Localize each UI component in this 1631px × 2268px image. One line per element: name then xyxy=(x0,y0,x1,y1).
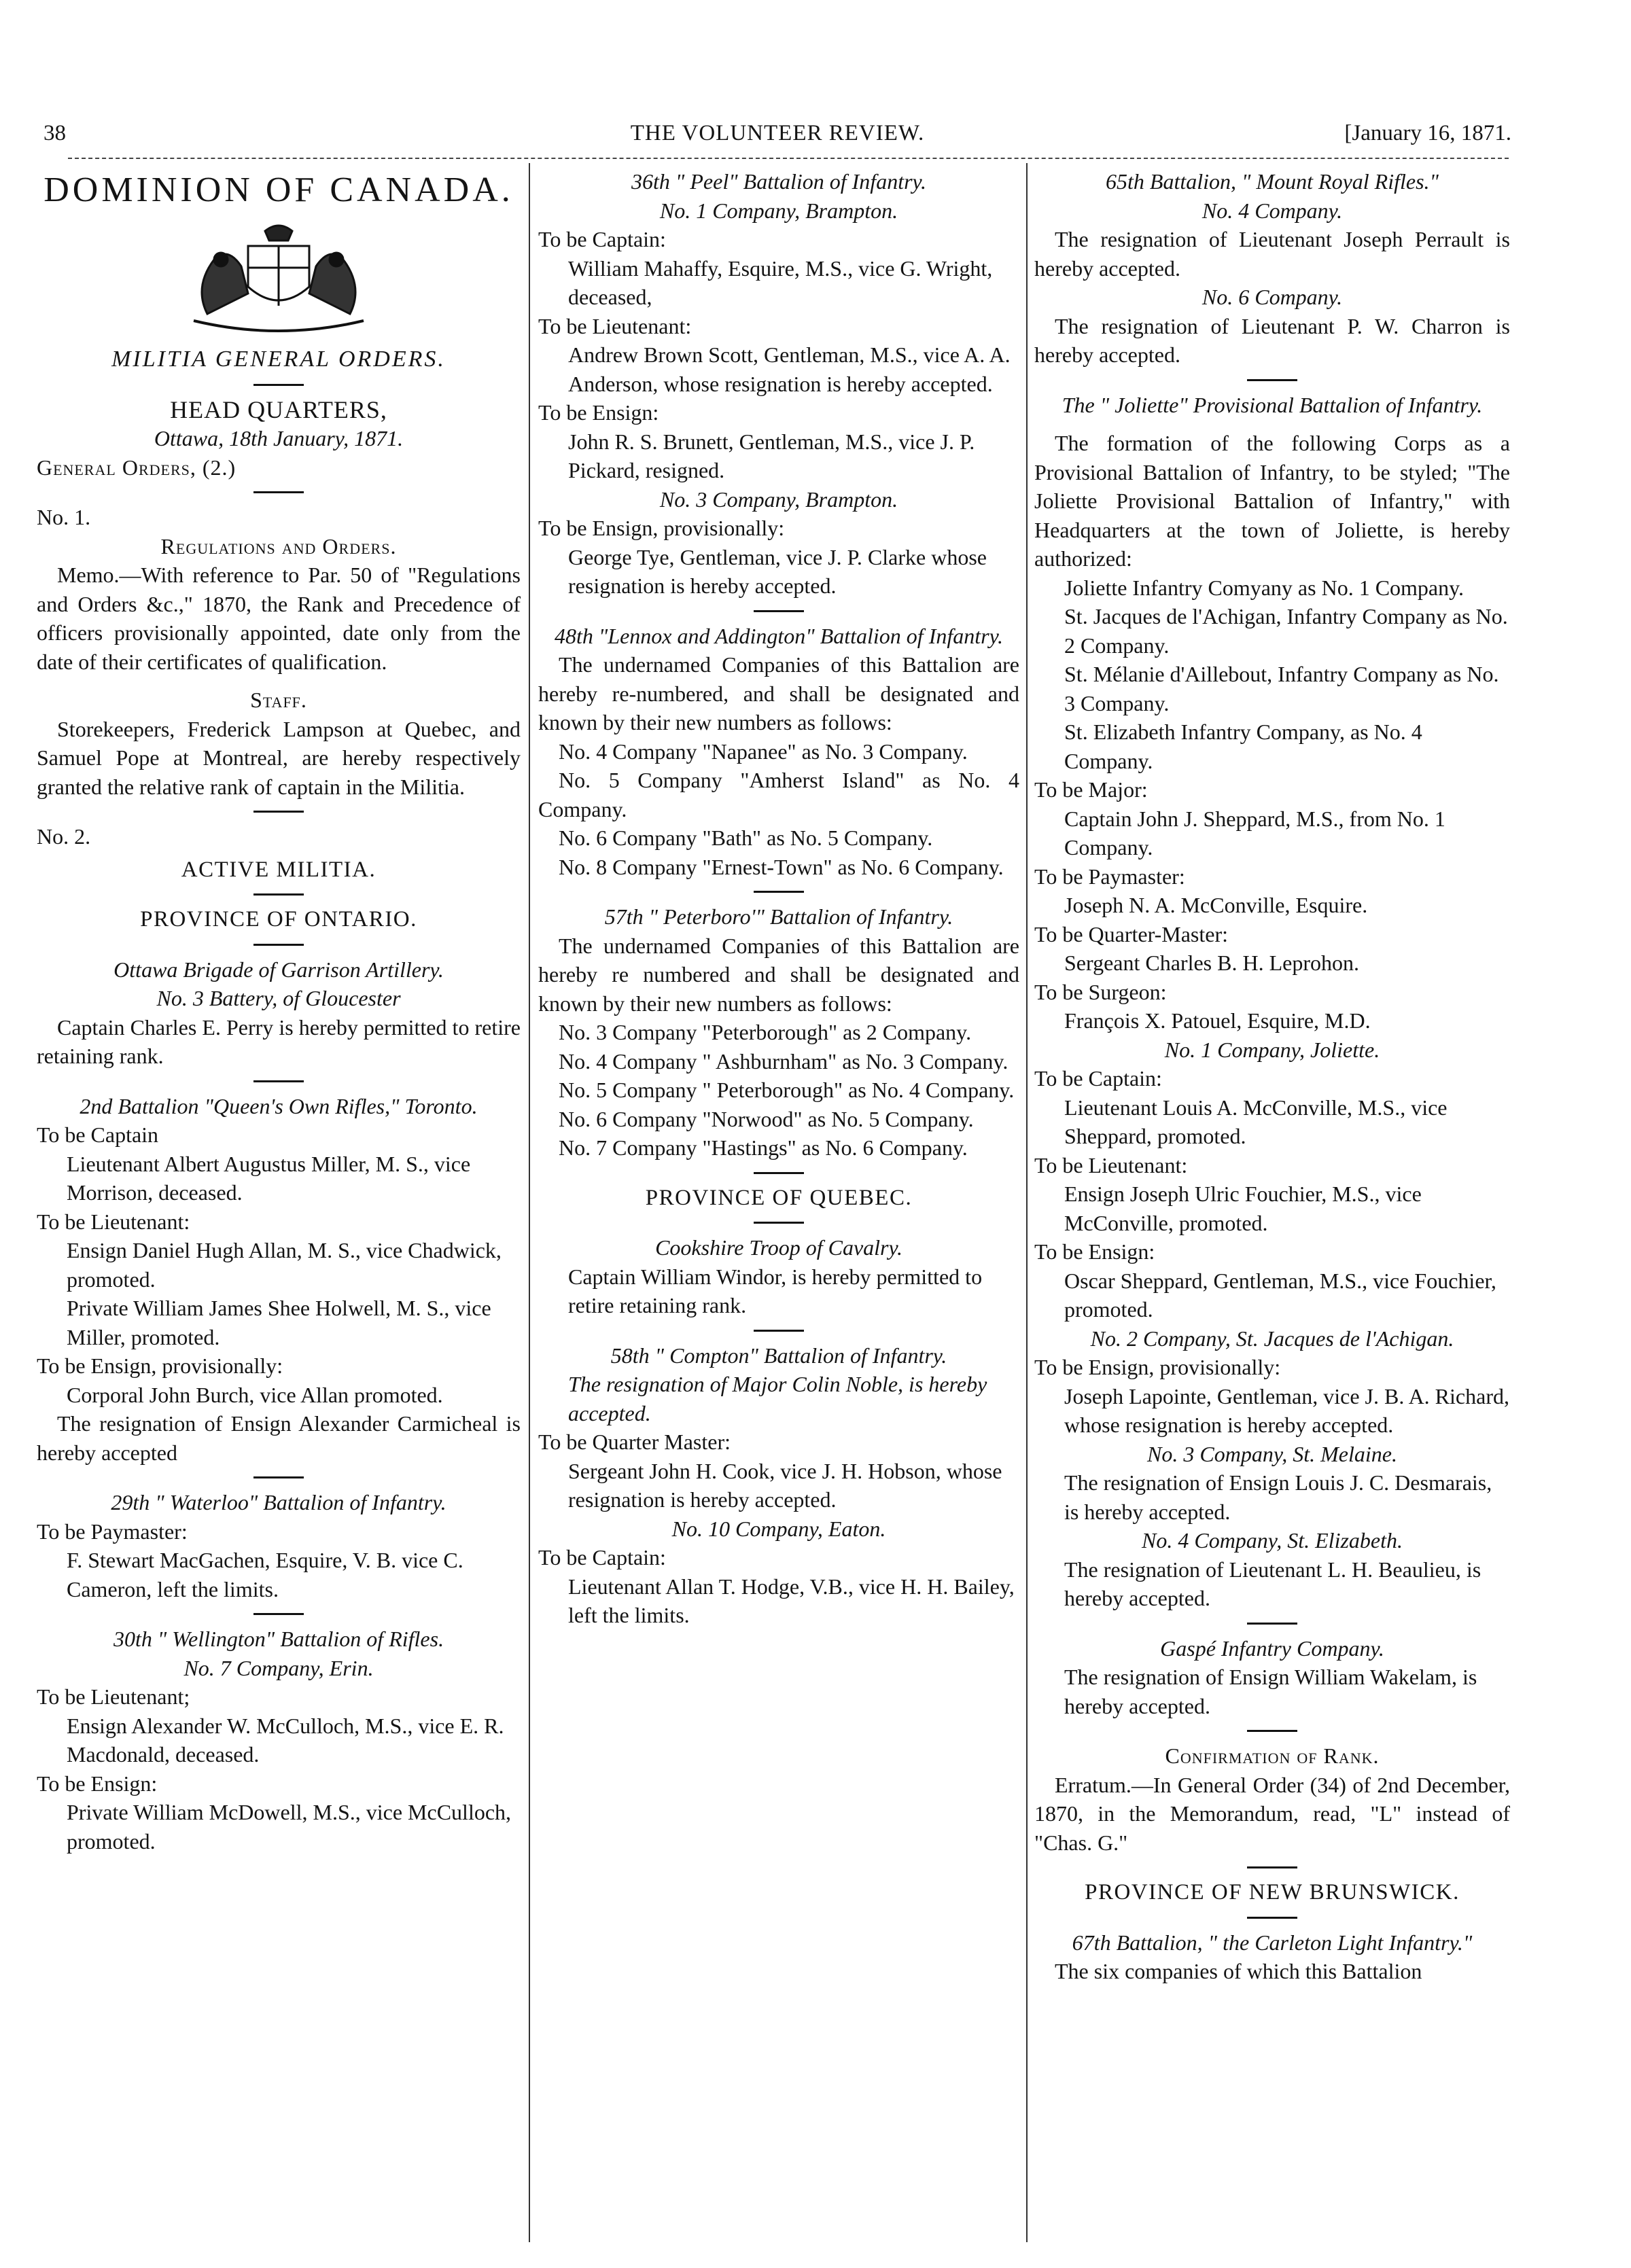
unit-heading: Ottawa Brigade of Garrison Artillery. xyxy=(113,957,444,982)
divider xyxy=(754,1172,804,1174)
column-3 xyxy=(1034,167,1510,1986)
appointment: Ensign Daniel Hugh Allan, M. S., vice Chadwick, promoted. xyxy=(67,1238,502,1292)
appointment-label: To be Lieutenant: xyxy=(37,1209,190,1234)
appointment-label: To be Lieutenant; xyxy=(37,1684,190,1709)
unit-heading: 65th Battalion, " Mount Royal Rifles." xyxy=(1106,169,1439,194)
appointment: Lieutenant Louis A. McConville, M.S., vice Sheppard, promoted. xyxy=(1064,1095,1448,1148)
divider xyxy=(1247,1730,1297,1732)
company-heading: No. 4 Company. xyxy=(1202,198,1343,223)
divider xyxy=(1247,1866,1297,1868)
dateline: Ottawa, 18th January, 1871. xyxy=(154,426,404,450)
divider xyxy=(253,1476,304,1478)
unit-heading: 29th " Waterloo" Battalion of Infantry. xyxy=(111,1490,446,1514)
appointment-label: To be Ensign, provisionally: xyxy=(1034,1355,1281,1379)
appointment: The resignation of Lieutenant L. H. Beaulieu, is hereby accepted. xyxy=(1064,1557,1481,1610)
unit-heading: 2nd Battalion "Queen's Own Rifles," Toronto. xyxy=(80,1093,478,1118)
company-heading: No. 7 Company, Erin. xyxy=(183,1655,374,1680)
page-title: DOMINION OF CANADA. xyxy=(43,171,514,209)
unit-heading: Gaspé Infantry Company. xyxy=(1160,1635,1384,1661)
appointment: F. Stewart MacGachen, Esquire, V. B. vice C. Cameron, left the limits. xyxy=(67,1548,463,1601)
unit-heading: The " Joliette" Provisional Battalion of Infantry. xyxy=(1062,392,1483,417)
running-header xyxy=(43,121,1511,156)
company-list-item: St. Elizabeth Infantry Company, as No. 4 Company. xyxy=(1064,720,1422,773)
appointment: The resignation of Ensign William Wakelam, is hereby accepted. xyxy=(1064,1665,1477,1718)
divider xyxy=(1247,1623,1297,1625)
coat-of-arms-icon xyxy=(166,219,391,334)
appointment: Andrew Brown Scott, Gentleman, M.S., vice A. A. Anderson, whose resignation is hereby accepted. xyxy=(568,342,1011,396)
divider xyxy=(253,944,304,946)
appointment-label: To be Ensign: xyxy=(37,1771,158,1796)
company-list-item: St. Jacques de l'Achigan, Infantry Company as No. 2 Company. xyxy=(1064,604,1508,658)
appointment-label: To be Surgeon: xyxy=(1034,979,1167,1004)
appointment-label: To be Major: xyxy=(1034,777,1148,802)
appointment-label: To be Lieutenant: xyxy=(538,313,692,338)
hq-heading: HEAD QUARTERS, xyxy=(170,395,387,423)
appointment-label: To be Captain xyxy=(37,1122,159,1147)
appointment-label: To be Ensign: xyxy=(538,400,659,425)
page-number: 38 xyxy=(43,121,66,145)
appointment: Lieutenant Albert Augustus Miller, M. S., vice Morrison, deceased. xyxy=(67,1151,471,1205)
divider xyxy=(754,1222,804,1224)
unit-heading: 58th " Compton" Battalion of Infantry. xyxy=(610,1343,947,1368)
appointment: Ensign Joseph Ulric Fouchier, M.S., vice McConville, promoted. xyxy=(1064,1182,1422,1235)
company-list-item: Joliette Infantry Comyany as No. 1 Company. xyxy=(1064,575,1465,600)
divider xyxy=(754,891,804,893)
divider xyxy=(754,1330,804,1332)
company-heading: No. 3 Company, St. Melaine. xyxy=(1147,1441,1397,1466)
appointment: Ensign Alexander W. McCulloch, M.S., vice E. R. Macdonald, deceased. xyxy=(67,1713,504,1767)
appointment: The resignation of Ensign Louis J. C. Desmarais, is hereby accepted. xyxy=(1064,1470,1492,1524)
general-orders-number: General Orders, (2.) xyxy=(37,455,236,480)
renumber-item: No. 5 Company "Amherst Island" as No. 4 Company. xyxy=(538,768,1019,821)
appointment: Oscar Sheppard, Gentleman, M.S., vice Fouchier, promoted. xyxy=(1064,1268,1496,1322)
renumber-item: No. 7 Company "Hastings" as No. 6 Company. xyxy=(559,1135,968,1160)
paragraph: The undernamed Companies of this Battalion are hereby re numbered and shall be designated and known by their new numbers as follows: xyxy=(538,933,1019,1016)
renumber-item: No. 8 Company "Ernest-Town" as No. 6 Company. xyxy=(559,854,1004,879)
appointment: Captain William Windor, is hereby permitted to retire retaining rank. xyxy=(568,1264,983,1317)
company-heading: No. 4 Company, St. Elizabeth. xyxy=(1142,1528,1403,1553)
section-heading: ACTIVE MILITIA. xyxy=(181,857,376,882)
unit-heading: Cookshire Troop of Cavalry. xyxy=(655,1235,902,1260)
appointment-label: To be Captain: xyxy=(1034,1066,1162,1091)
paragraph: The resignation of Lieutenant P. W. Charron is hereby accepted. xyxy=(1034,313,1510,367)
header-rule xyxy=(68,158,1509,159)
appointment: Lieutenant Allan T. Hodge, V.B., vice H. H. Bailey, left the limits. xyxy=(568,1574,1015,1627)
divider xyxy=(253,893,304,896)
company-heading: No. 6 Company. xyxy=(1202,285,1343,309)
appointment: Joseph N. A. McConville, Esquire. xyxy=(1064,893,1368,917)
divider xyxy=(754,610,804,612)
renumber-item: No. 5 Company " Peterborough" as No. 4 Company. xyxy=(559,1078,1015,1102)
section-heading: PROVINCE OF ONTARIO. xyxy=(140,907,417,932)
paragraph: The undernamed Companies of this Battalion are hereby re-numbered, and shall be designated and known by their new numbers as follows: xyxy=(538,652,1019,734)
appointment-label: To be Paymaster: xyxy=(1034,864,1185,889)
renumber-item: No. 6 Company "Bath" as No. 5 Company. xyxy=(559,826,933,850)
subheading: Staff. xyxy=(250,688,307,712)
appointment: Captain John J. Sheppard, M.S., from No. 1 Company. xyxy=(1064,806,1445,860)
renumber-item: No. 4 Company "Napanee" as No. 3 Company. xyxy=(559,739,968,764)
renumber-item: No. 4 Company " Ashburnham" as No. 3 Company. xyxy=(559,1048,1009,1074)
divider xyxy=(253,1080,304,1082)
masthead: THE VOLUNTEER REVIEW. xyxy=(630,121,925,145)
column-1 xyxy=(37,167,521,1856)
appointment-label: To be Captain: xyxy=(538,1545,666,1570)
company-heading: No. 3 Company, Brampton. xyxy=(659,486,898,512)
company-heading: No. 10 Company, Eaton. xyxy=(671,1516,886,1541)
unit-heading: 48th "Lennox and Addington" Battalion of Infantry. xyxy=(554,623,1004,648)
paragraph: The resignation of Lieutenant Joseph Perrault is hereby accepted. xyxy=(1034,227,1510,281)
section-title: MILITIA GENERAL ORDERS. xyxy=(111,347,446,372)
column-divider xyxy=(1026,163,1028,2242)
divider xyxy=(253,384,304,386)
renumber-item: No. 6 Company "Norwood" as No. 5 Company. xyxy=(559,1106,974,1131)
subheading: Confirmation of Rank. xyxy=(1165,1743,1380,1768)
divider xyxy=(253,811,304,813)
appointment-label: To be Paymaster: xyxy=(37,1519,188,1544)
appointment: Corporal John Burch, vice Allan promoted. xyxy=(67,1382,443,1407)
appointment: Private William McDowell, M.S., vice McCulloch, promoted. xyxy=(67,1800,512,1854)
appointment-label: To be Quarter-Master: xyxy=(1034,921,1228,946)
unit-heading: 67th Battalion, " the Carleton Light Infantry." xyxy=(1072,1930,1473,1955)
paragraph: Erratum.—In General Order (34) of 2nd December, 1870, in the Memorandum, read, "L" instead of "Chas. G." xyxy=(1034,1772,1510,1855)
appointment: François X. Patouel, Esquire, M.D. xyxy=(1064,1008,1371,1033)
appointment: William Mahaffy, Esquire, M.S., vice G. Wright, deceased, xyxy=(568,255,993,309)
column-divider xyxy=(529,163,530,2242)
paragraph: Captain Charles E. Perry is hereby permitted to retire retaining rank. xyxy=(37,1014,521,1068)
divider xyxy=(253,1613,304,1615)
appointment: The resignation of Major Colin Noble, is hereby accepted. xyxy=(568,1372,987,1425)
column-2 xyxy=(538,167,1019,1630)
divider xyxy=(253,491,304,493)
paragraph: Storekeepers, Frederick Lampson at Quebec, and Samuel Pope at Montreal, are hereby respectively granted the relative rank of captain in the Militia. xyxy=(37,716,521,799)
company-heading: No. 2 Company, St. Jacques de l'Achigan. xyxy=(1090,1326,1454,1351)
appointment-label: To be Captain: xyxy=(538,227,666,251)
appointment-label: To be Ensign, provisionally: xyxy=(538,516,785,540)
appointment: John R. S. Brunett, Gentleman, M.S., vice J. P. Pickard, resigned. xyxy=(568,429,975,482)
order-number: No. 1. xyxy=(37,505,91,529)
appointment-label: To be Ensign, provisionally: xyxy=(37,1353,283,1378)
appointment-label: To be Quarter Master: xyxy=(538,1430,731,1454)
paragraph: The formation of the following Corps as a Provisional Battalion of Infantry, to be styled; "The Joliette Provisional Battalion of Infantry," with Headquarters at the town of Joliette, is hereby authorized: xyxy=(1034,431,1510,571)
section-heading: PROVINCE OF QUEBEC. xyxy=(645,1185,913,1210)
divider xyxy=(1247,1917,1297,1919)
renumber-item: No. 3 Company "Peterborough" as 2 Company. xyxy=(559,1020,972,1044)
appointment: Sergeant John H. Cook, vice J. H. Hobson, whose resignation is hereby accepted. xyxy=(568,1458,1002,1512)
order-number: No. 2. xyxy=(37,824,91,849)
appointment: Sergeant Charles B. H. Leprohon. xyxy=(1064,951,1359,975)
appointment-label: To be Ensign: xyxy=(1034,1239,1155,1264)
paragraph: The resignation of Ensign Alexander Carmicheal is hereby accepted xyxy=(37,1411,521,1465)
divider xyxy=(1247,379,1297,381)
company-list-item: St. Mélanie d'Aillebout, Infantry Company as No. 3 Company. xyxy=(1064,662,1499,715)
paragraph: Memo.—With reference to Par. 50 of "Regulations and Orders &c.," 1870, the Rank and Precedence of officers provisionally appointed, date only from the date of their certificates of qualification. xyxy=(37,563,521,674)
company-heading: No. 1 Company, Brampton. xyxy=(659,198,898,223)
issue-date: [January 16, 1871. xyxy=(1344,121,1511,145)
unit-heading: 30th " Wellington" Battalion of Rifles. xyxy=(113,1627,444,1651)
appointment: George Tye, Gentleman, vice J. P. Clarke whose resignation is hereby accepted. xyxy=(568,544,987,598)
company-heading: No. 1 Company, Joliette. xyxy=(1164,1037,1380,1062)
appointment-label: To be Lieutenant: xyxy=(1034,1152,1188,1177)
appointment: Joseph Lapointe, Gentleman, vice J. B. A. Richard, whose resignation is hereby accepted. xyxy=(1064,1383,1509,1437)
subheading: Regulations and Orders. xyxy=(160,533,397,559)
paragraph: The six companies of which this Battalion xyxy=(1055,1959,1422,1983)
section-heading: PROVINCE OF NEW BRUNSWICK. xyxy=(1085,1880,1460,1904)
appointment: Private William James Shee Holwell, M. S., vice Miller, promoted. xyxy=(67,1296,491,1349)
unit-heading: 36th " Peel" Battalion of Infantry. xyxy=(631,169,926,194)
unit-heading: 57th " Peterboro'" Battalion of Infantry. xyxy=(604,904,953,929)
company-heading: No. 3 Battery, of Gloucester xyxy=(156,986,401,1010)
